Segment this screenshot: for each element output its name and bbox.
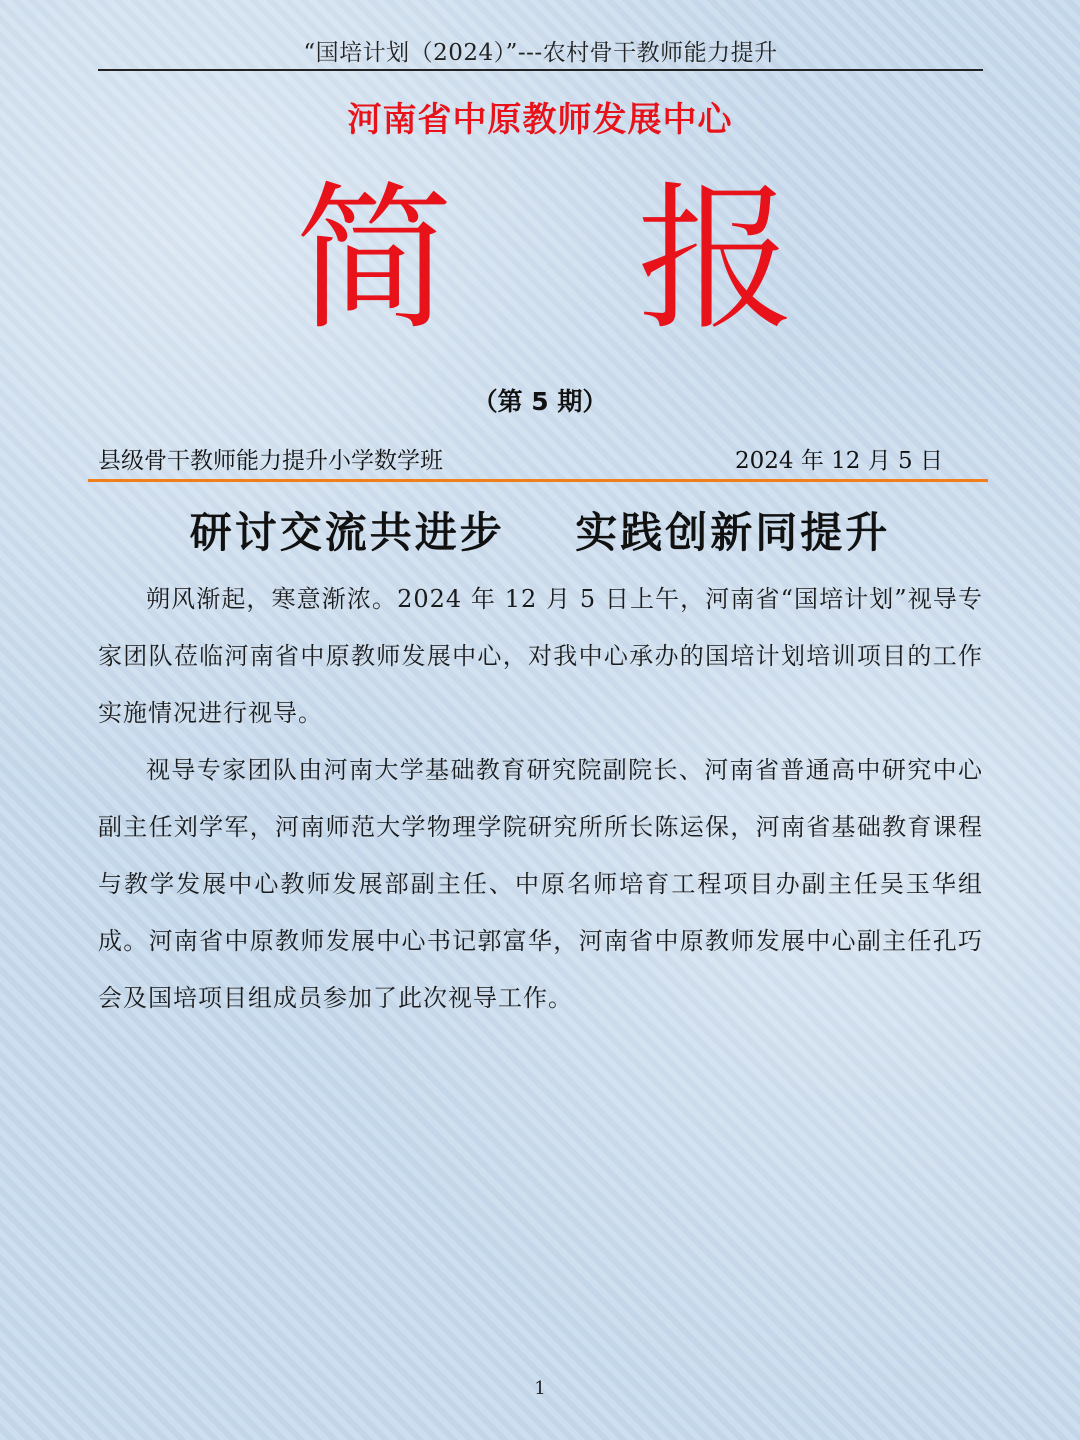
- class-info-line: [98, 442, 943, 475]
- masthead-title: [295, 170, 795, 350]
- page-number: 1: [534, 1378, 546, 1399]
- article-title: 研讨交流共进步 实践创新同提升: [189, 508, 891, 557]
- title-divider: [88, 479, 988, 482]
- class-name: 县级骨干教师能力提升小学数学班: [98, 448, 443, 474]
- masthead-char-2: 报: [637, 168, 795, 352]
- publish-date: 2024 年 12 月 5 日: [735, 448, 943, 474]
- issue-number: （第 5 期）: [472, 387, 608, 416]
- paragraph: 视导专家团队由河南大学基础教育研究院副院长、河南省普通高中研究中心副主任刘学军，河南师范大学物理学院研究所所长陈运保，河南省基础教育课程与教学发展中心教师发展部副主任、中原名师培育工程项目办副主任吴玉华组成。河南省中原教师发展中心书记郭富华，河南省中原教师发展中心副主任孔巧会及国培项目组成员参加了此次视导工作。: [98, 756, 983, 1012]
- header-divider: [98, 69, 983, 71]
- running-head: “国培计划（2024）”---农村骨干教师能力提升: [303, 40, 778, 66]
- organization-name: 河南省中原教师发展中心: [347, 100, 733, 140]
- masthead-char-1: 简: [295, 168, 453, 352]
- paragraph: 朔风渐起，寒意渐浓。2024 年 12 月 5 日上午，河南省“国培计划”视导专家团队莅临河南省中原教师发展中心，对我中心承办的国培计划培训项目的工作实施情况进行视导。: [98, 585, 983, 727]
- article-body: [98, 571, 983, 1027]
